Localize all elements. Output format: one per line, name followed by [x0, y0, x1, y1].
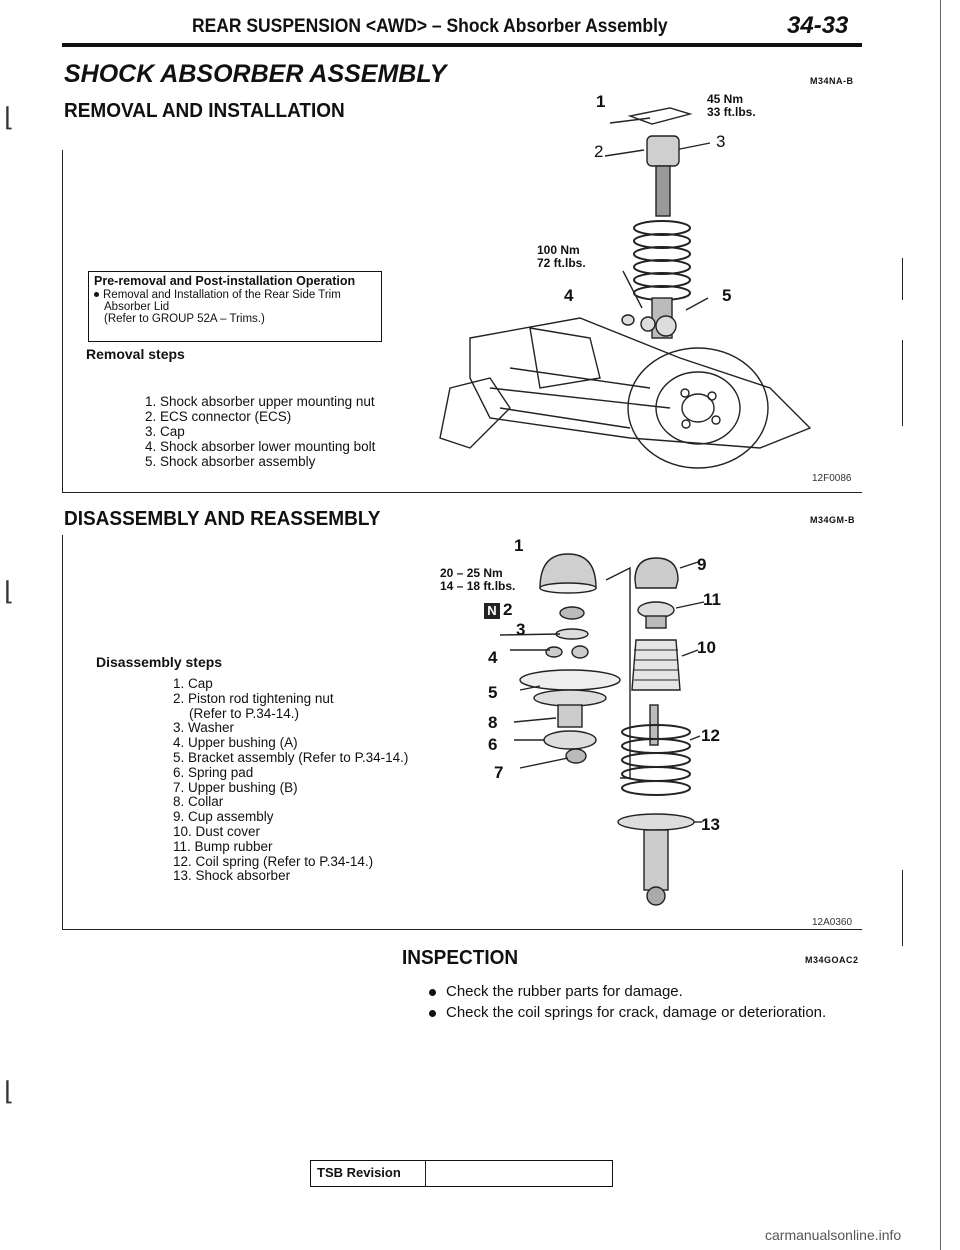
removal-frame-left [62, 150, 63, 492]
pre-removal-line: (Refer to GROUP 52A – Trims.) [104, 313, 265, 325]
disassembly-title: DISASSEMBLY AND REASSEMBLY [64, 508, 381, 530]
binding-mark-icon: ⌊ [4, 576, 15, 606]
margin-line [902, 340, 903, 426]
page-edge-line [940, 0, 941, 1250]
list-item: 10. Dust cover [173, 823, 261, 839]
figure-callout: 12 [701, 726, 720, 745]
margin-line [902, 870, 903, 946]
pre-removal-title: Pre-removal and Post-installation Operation [94, 274, 356, 288]
section-code: M34NA-B [810, 76, 854, 86]
list-item: 3. Cap [145, 424, 185, 439]
figure-callout: 2 [594, 142, 604, 161]
list-item: 5. Shock absorber assembly [145, 454, 316, 469]
section-title: SHOCK ABSORBER ASSEMBLY [64, 60, 447, 88]
disassembly-steps-list [173, 677, 408, 884]
figure-callout: 4 [564, 286, 574, 305]
binding-mark-icon: ⌊ [4, 102, 15, 132]
removal-title: REMOVAL AND INSTALLATION [64, 100, 345, 122]
disassembly-frame-bottom [62, 929, 862, 930]
list-item [429, 1002, 826, 1023]
torque-lower [537, 244, 586, 270]
list-item: 7. Upper bushing (B) [173, 779, 298, 795]
tsb-divider [425, 1160, 426, 1187]
tsb-label: TSB Revision [317, 1165, 401, 1180]
list-item: (Refer to P.34-14.) [189, 705, 300, 721]
figure-callout: 1 [514, 536, 524, 555]
list-item: 12. Coil spring (Refer to P.34-14.) [173, 853, 374, 869]
figure-callout: 10 [697, 638, 716, 657]
new-part-badge: N [484, 603, 500, 619]
figure-callout: 4 [488, 648, 498, 667]
pre-removal-operation-box [88, 271, 382, 342]
margin-line [902, 258, 903, 300]
inspection-code: M34GOAC2 [805, 955, 859, 965]
page-header-title: REAR SUSPENSION <AWD> – Shock Absorber Assembly [192, 16, 668, 37]
figure-callout: 3 [516, 620, 526, 639]
header-rule [62, 43, 862, 47]
figure-callout: 7 [494, 763, 504, 782]
removal-illustration [430, 88, 870, 488]
figure-callout: 3 [716, 132, 726, 151]
torque-value: 14 – 18 ft.lbs. [440, 579, 516, 593]
list-item: 2. ECS connector (ECS) [145, 409, 292, 424]
figure-callout: 6 [488, 735, 498, 754]
list-item: 4. Shock absorber lower mounting bolt [145, 439, 376, 454]
figure-callout: 2 [503, 600, 513, 619]
disassembly-code: M34GM-B [810, 515, 856, 525]
disassembly-steps-title: Disassembly steps [96, 654, 223, 670]
disassembly-frame-left [62, 535, 63, 929]
list-item: 6. Spring pad [173, 764, 254, 780]
torque-value: 45 Nm [707, 92, 744, 106]
inspection-item: Check the rubber parts for damage. [446, 983, 683, 1000]
list-item: 8. Collar [173, 794, 224, 810]
figure-code: 12F0086 [812, 473, 852, 484]
watermark: carmanualsonline.info [765, 1227, 902, 1243]
list-item: 13. Shock absorber [173, 868, 291, 884]
list-item: 1. Cap [173, 676, 213, 691]
disassembly-illustration [480, 540, 740, 910]
torque-value: 33 ft.lbs. [707, 105, 756, 119]
binding-mark-icon: ⌊ [4, 1076, 15, 1106]
list-item: 4. Upper bushing (A) [173, 735, 298, 751]
bullet-icon [94, 292, 99, 297]
figure-callout: 5 [488, 683, 498, 702]
figure-callout: 13 [701, 815, 720, 834]
removal-steps-title: Removal steps [86, 346, 185, 362]
removal-steps-list [145, 394, 375, 469]
list-item: 11. Bump rubber [173, 838, 273, 854]
figure-code: 12A0360 [812, 917, 853, 928]
list-item [429, 981, 826, 1002]
bullet-icon [429, 989, 436, 996]
torque-nut [440, 567, 515, 593]
torque-upper [707, 93, 756, 119]
list-item: 9. Cup assembly [173, 809, 274, 825]
page-number: 34-33 [787, 12, 849, 39]
figure-callout: 9 [697, 555, 707, 574]
list-item: 3. Washer [173, 720, 235, 736]
inspection-list [429, 981, 826, 1023]
list-item: 5. Bracket assembly (Refer to P.34-14.) [173, 749, 409, 765]
figure-callout: 5 [722, 286, 732, 305]
bullet-icon [429, 1010, 436, 1017]
pre-removal-line: Absorber Lid [104, 301, 170, 313]
list-item: 1. Shock absorber upper mounting nut [145, 394, 375, 409]
torque-value: 100 Nm [537, 243, 580, 257]
figure-callout: 11 [703, 590, 721, 609]
pre-removal-line: Removal and Installation of the Rear Side Trim [103, 289, 341, 301]
torque-value: 72 ft.lbs. [537, 256, 586, 270]
torque-value: 20 – 25 Nm [440, 566, 503, 580]
figure-callout: 8 [488, 713, 498, 732]
inspection-title: INSPECTION [402, 947, 519, 969]
inspection-item: Check the coil springs for crack, damage or deterioration. [446, 1004, 827, 1021]
list-item: 2. Piston rod tightening nut [173, 690, 334, 706]
removal-frame-bottom [62, 492, 862, 493]
figure-callout: 1 [596, 92, 606, 111]
tsb-revision-box [310, 1160, 613, 1187]
